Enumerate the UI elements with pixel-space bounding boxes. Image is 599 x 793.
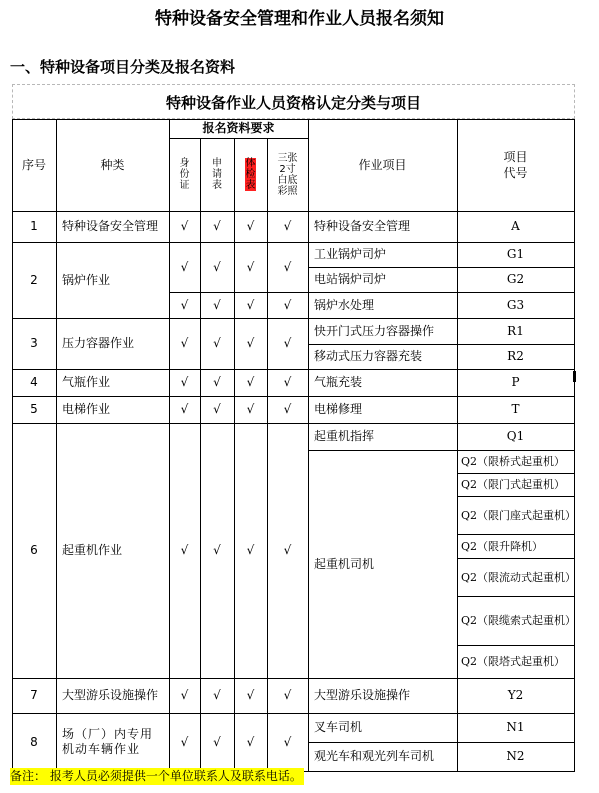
check-mark: √ [180, 336, 189, 350]
check-mark: √ [246, 297, 255, 312]
seq-8: 8 [30, 734, 38, 749]
check-mark: √ [246, 688, 255, 702]
check-mark: √ [180, 375, 189, 389]
type-4: 气瓶作业 [62, 375, 111, 389]
code-Y2: Y2 [507, 688, 524, 702]
check-mark: √ [283, 259, 292, 274]
code-G3: G3 [506, 297, 525, 312]
check-mark: √ [246, 402, 255, 416]
code-P: P [511, 375, 520, 389]
header-materials: 报名资料要求 [202, 121, 275, 135]
header-seq: 序号 [21, 157, 46, 172]
header-code: 项目代号 [503, 150, 528, 180]
check-mark: √ [213, 543, 221, 557]
check-mark: √ [283, 402, 292, 416]
item-N1: 叉车司机 [314, 720, 363, 734]
check-mark: √ [246, 259, 255, 274]
item-R2: 移动式压力容器充装 [314, 349, 423, 363]
check-mark: √ [246, 375, 255, 389]
table-title: 特种设备作业人员资格认定分类与项目 [165, 94, 421, 112]
header-item: 作业项目 [358, 157, 407, 172]
check-mark: √ [246, 219, 255, 233]
check-mark: √ [283, 336, 292, 350]
check-mark: √ [180, 734, 189, 749]
check-mark: √ [180, 297, 189, 312]
check-mark: √ [283, 297, 292, 312]
code-Q2-bridge: Q2（限桥式起重机） [461, 455, 566, 468]
type-5: 电梯作业 [62, 402, 111, 416]
code-R2: R2 [507, 349, 524, 363]
item-N2: 观光车和观光列车司机 [314, 749, 435, 763]
code-Q2-cable: Q2（限缆索式起重机） [461, 614, 577, 627]
seq-7: 7 [30, 688, 38, 702]
code-Q2-tower: Q2（限塔式起重机） [461, 655, 566, 668]
check-mark: √ [246, 543, 255, 557]
code-G1: G1 [506, 247, 525, 261]
type-6: 起重机作业 [62, 543, 123, 557]
check-mark: √ [246, 336, 255, 350]
code-Q2-hoist: Q2（限升降机） [461, 539, 544, 553]
check-mark: √ [213, 402, 221, 416]
item-A: 特种设备安全管理 [314, 219, 411, 233]
item-R1: 快开门式压力容器操作 [314, 323, 435, 338]
header-health: 体检表 [245, 158, 256, 191]
seq-3: 3 [30, 336, 38, 350]
check-mark: √ [283, 734, 292, 749]
code-N1: N1 [506, 720, 525, 734]
check-mark: √ [213, 688, 221, 702]
footnote: 备注： 报考人员必须提供一个单位联系人及联系电话。 [10, 769, 302, 783]
code-R1: R1 [507, 323, 524, 338]
item-G1: 工业锅炉司炉 [314, 247, 387, 261]
check-mark: √ [213, 219, 221, 233]
code-N2: N2 [506, 749, 525, 763]
check-mark: √ [283, 543, 292, 557]
code-Q2-mobile: Q2（限流动式起重机） [461, 570, 577, 584]
check-mark: √ [283, 219, 292, 233]
header-photo: 三张2寸白底彩照 [277, 152, 298, 197]
check-mark: √ [283, 688, 292, 702]
item-P: 气瓶充装 [314, 375, 363, 389]
seq-1: 1 [30, 219, 38, 233]
code-G2: G2 [506, 272, 525, 286]
type-1: 特种设备安全管理 [62, 219, 159, 233]
item-T: 电梯修理 [314, 402, 363, 416]
code-Q2-portal: Q2（限门座式起重机） [461, 508, 577, 522]
type-8: 场（厂）内专用机动车辆作业 [62, 727, 154, 756]
page-title: 特种设备安全管理和作业人员报名须知 [155, 9, 444, 29]
check-mark: √ [246, 734, 255, 749]
item-Q2: 起重机司机 [314, 556, 375, 571]
header-id-card: 身份证 [179, 158, 190, 191]
check-mark: √ [213, 336, 221, 350]
check-mark: √ [213, 297, 221, 312]
check-mark: √ [180, 688, 189, 702]
check-mark: √ [180, 402, 189, 416]
type-3: 压力容器作业 [62, 336, 135, 350]
check-mark: √ [180, 543, 189, 557]
check-mark: √ [180, 259, 189, 274]
section-heading: 一、特种设备项目分类及报名资料 [10, 58, 236, 76]
code-Q1: Q1 [506, 429, 525, 443]
code-T: T [511, 402, 520, 416]
code-A: A [511, 219, 520, 233]
seq-2: 2 [30, 272, 38, 287]
check-mark: √ [213, 259, 221, 274]
check-mark: √ [213, 734, 221, 749]
check-mark: √ [283, 375, 292, 389]
check-mark: √ [213, 375, 221, 389]
type-7: 大型游乐设施操作 [62, 688, 159, 702]
seq-5: 5 [30, 402, 38, 416]
seq-4: 4 [30, 375, 38, 389]
check-mark: √ [180, 219, 189, 233]
item-G3: 锅炉水处理 [314, 297, 375, 312]
type-2: 锅炉作业 [62, 272, 111, 287]
item-G2: 电站锅炉司炉 [314, 272, 387, 286]
seq-6: 6 [30, 543, 38, 557]
item-Y2: 大型游乐设施操作 [314, 688, 411, 702]
header-application: 申请表 [212, 158, 222, 191]
code-Q2-gantry: Q2（限门式起重机） [461, 478, 566, 491]
item-Q1: 起重机指挥 [314, 429, 375, 443]
header-type: 种类 [100, 157, 125, 172]
